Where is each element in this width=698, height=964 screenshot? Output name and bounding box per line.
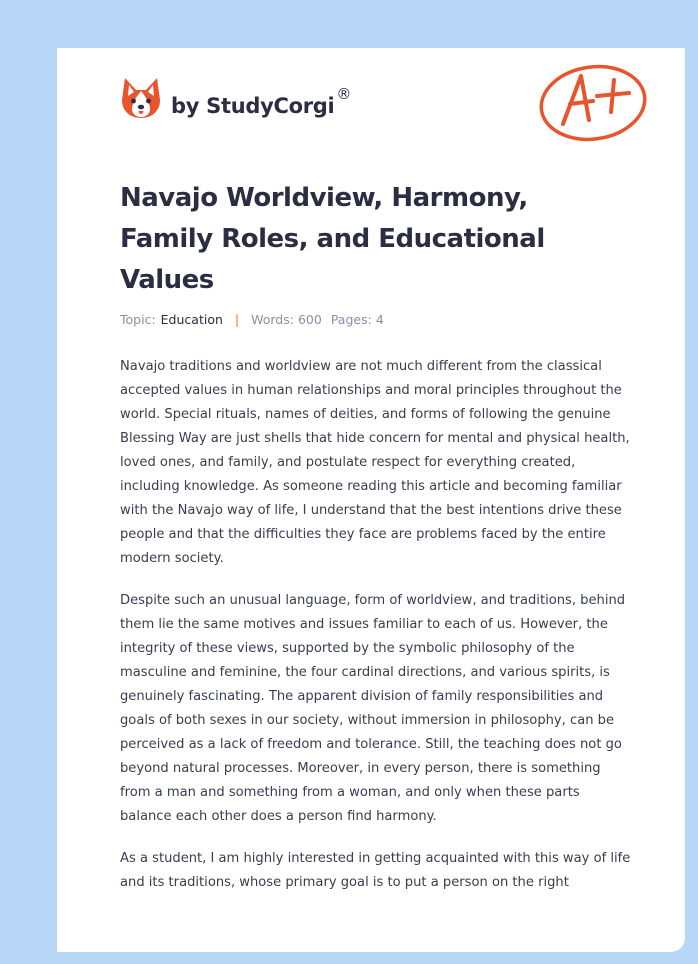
topic-link[interactable]: Education [160, 312, 223, 327]
document-meta [120, 312, 384, 327]
meta-separator: | [234, 312, 240, 327]
a-plus-grade-icon [537, 58, 652, 147]
essay-body [120, 355, 632, 913]
topic-label: Topic: [120, 312, 156, 327]
words-count: 600 [297, 312, 322, 327]
document-card [57, 48, 685, 952]
paragraph: As a student, I am highly interested in getting acquainted with this way of life and its traditions, whose primary goal is to put a person on the right [120, 851, 631, 890]
pages-count: 4 [375, 312, 384, 327]
paragraph: Navajo traditions and worldview are not much different from the classical accepted values in human relationships and moral principles throughout the world. Special rituals, names of deities, and forms of following the genuine Blessing Way are just shells that hide concern for mental and physical health, loved ones, and family, and postulate respect for everything created, including knowledge. As someone reading this article and becoming familiar with the Navajo way of life, I understand that the best intentions drive these people and that the difficulties they face are problems faced by the entire modern society. [120, 359, 630, 566]
corgi-logo-icon [121, 76, 161, 120]
pages-label: Pages: [330, 312, 372, 327]
page-title: Navajo Worldview, Harmony, Family Roles, and Educational Values [120, 183, 545, 295]
words-label: Words: [251, 312, 294, 327]
brand-name: by StudyCorgi ® [171, 84, 352, 118]
studycorgi-logo[interactable] [121, 76, 351, 120]
paragraph: Despite such an unusual language, form of worldview, and traditions, behind them lie the same motives and issues familiar to each of us. However, the integrity of these views, supported by the symbolic philosophy of the masculine and feminine, the four cardinal directions, and various spirits, is genuinely fascinating. The apparent division of family responsibilities and goals of both sexes in our society, without immersion in philosophy, can be perceived as a lack of freedom and tolerance. Still, the teaching does not go beyond natural processes. Moreover, in every person, there is something from a man and something from a woman, and only when these parts balance each other does a person find harmony. [120, 593, 626, 824]
